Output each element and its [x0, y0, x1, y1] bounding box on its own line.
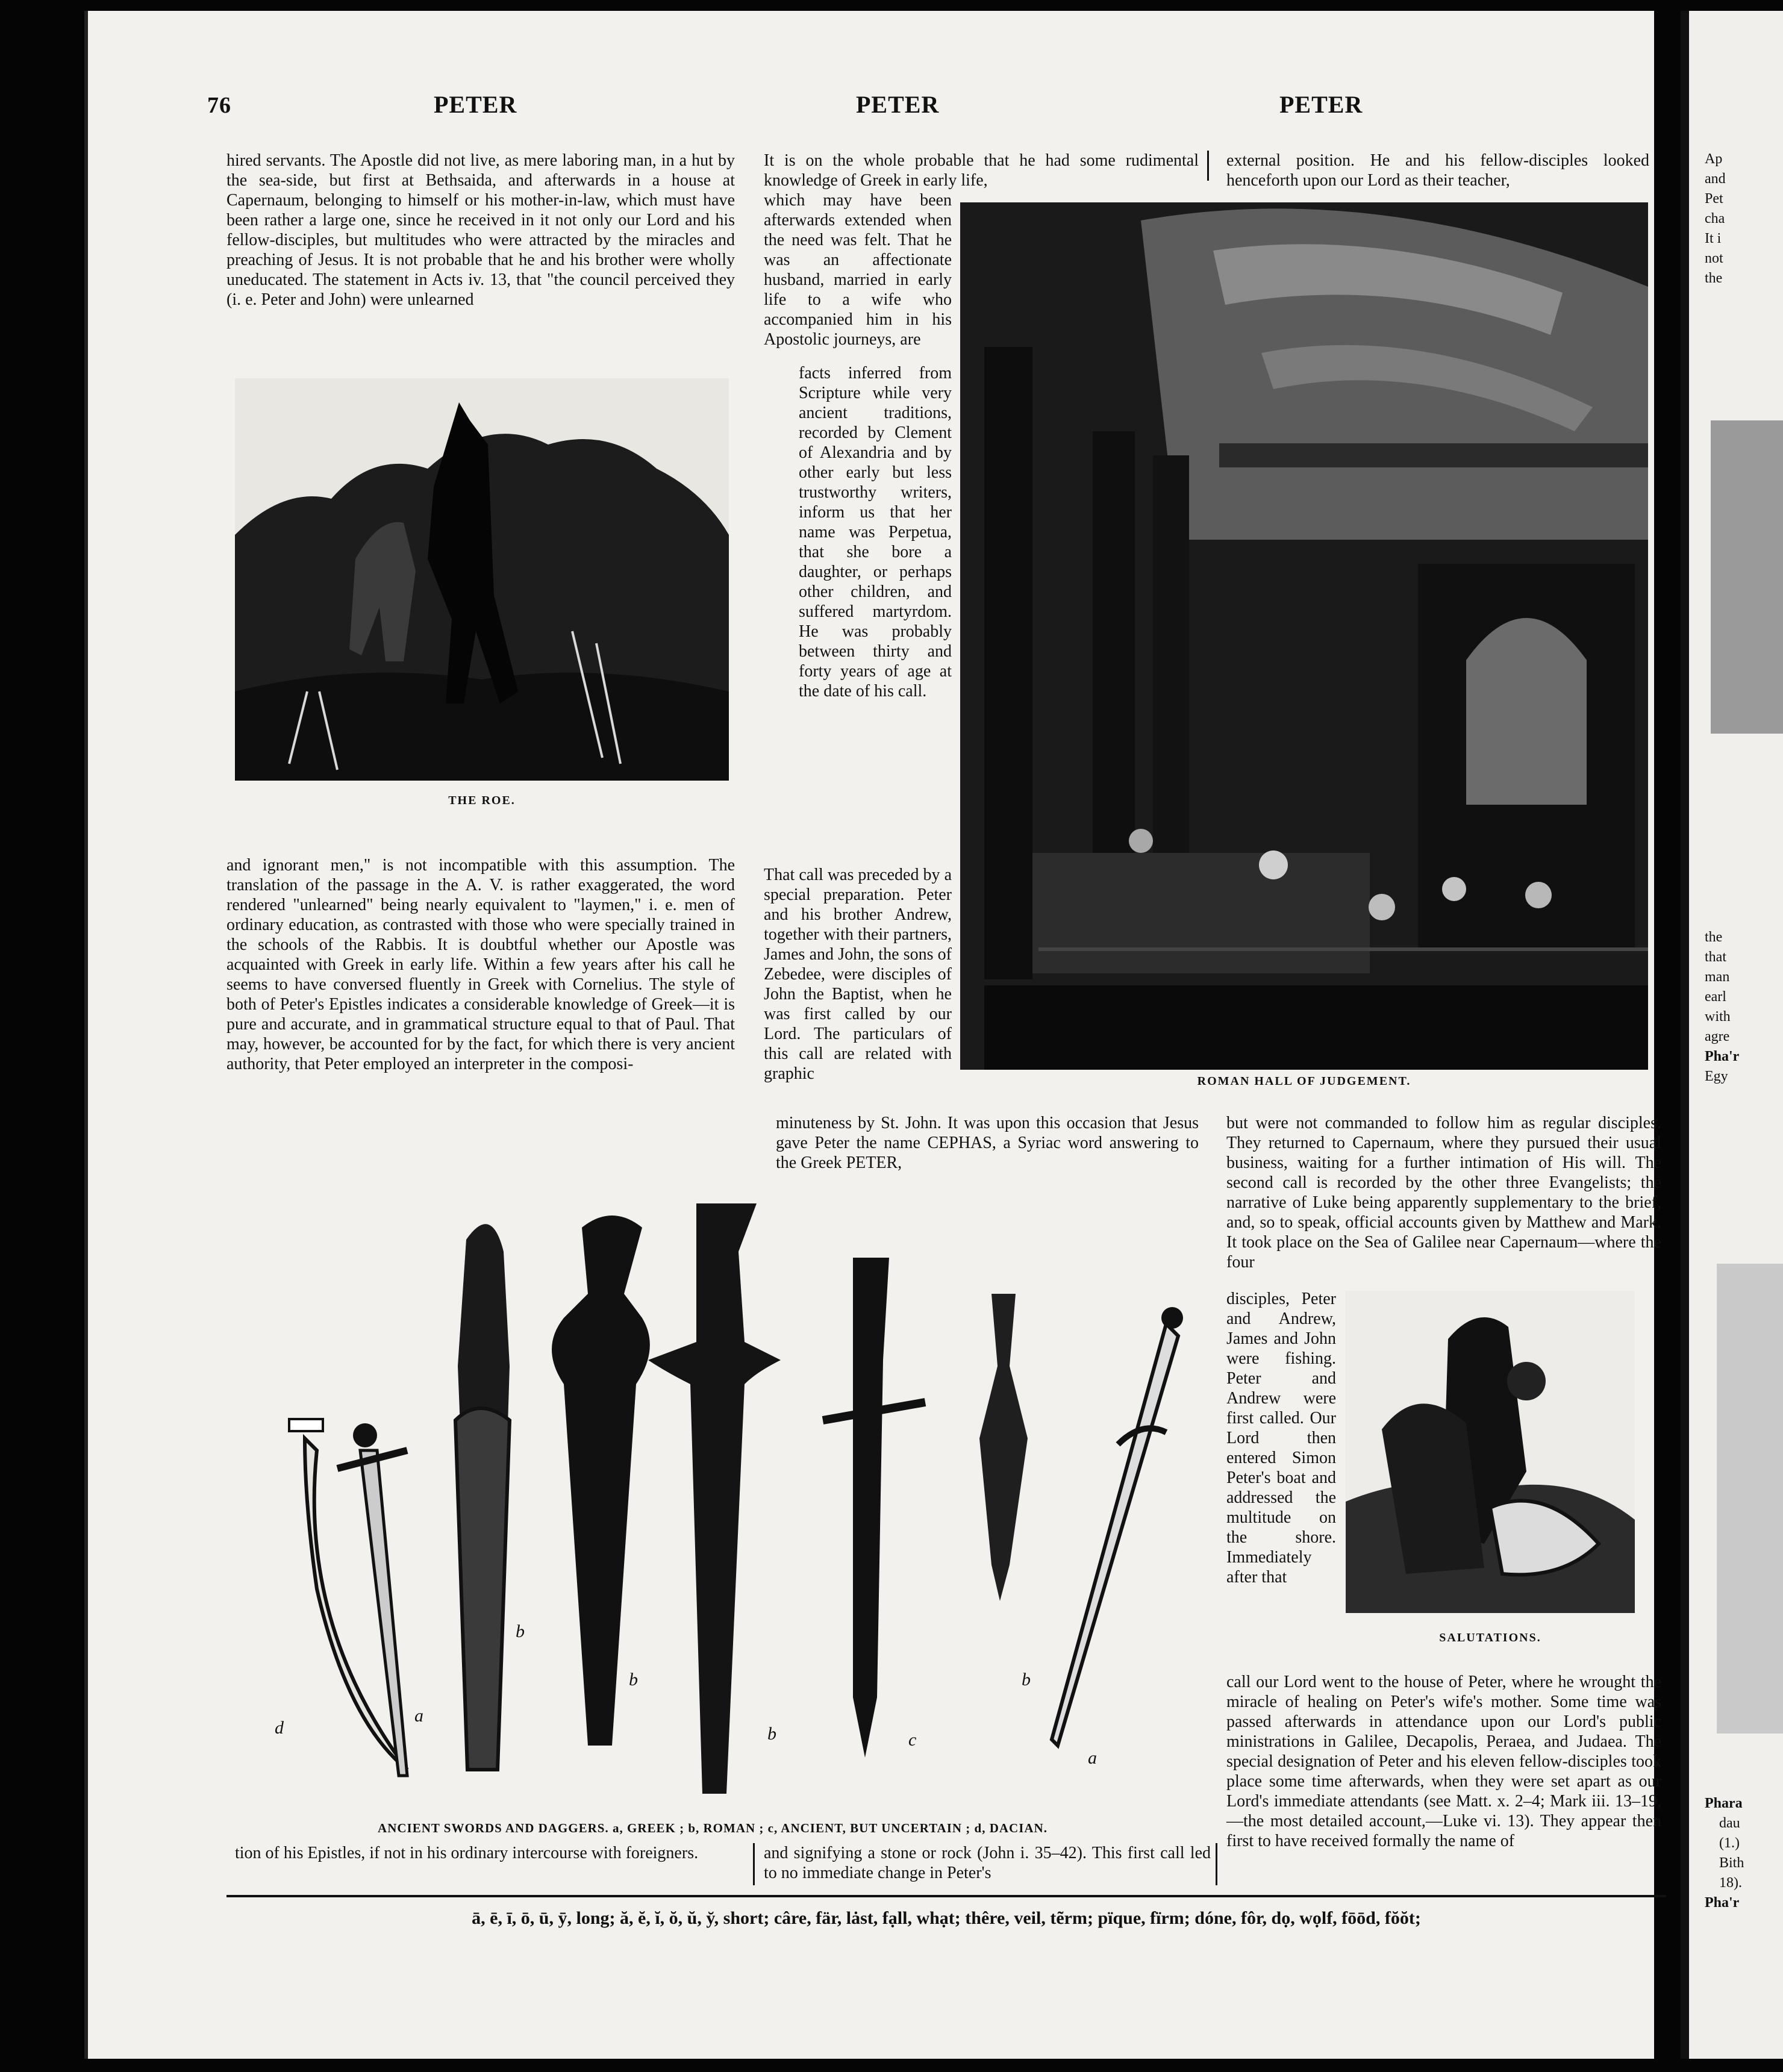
right-line: not [1705, 251, 1723, 266]
col3-narrow-text: disciples, Peter and Andrew, James and John were fishing. Peter and Andrew were first called. Our Lord then entered Simon Peter's boat and addressed the multitude on the shore. Immediately after that [1226, 1290, 1336, 1587]
spine-shadow [1681, 11, 1689, 2059]
right-line: Pha'r [1705, 1049, 1740, 1064]
column-rule-bottom-right [1216, 1843, 1217, 1885]
right-line: Bith [1719, 1855, 1744, 1871]
running-head-center: PETER [856, 91, 940, 118]
right-page-figure [1717, 1264, 1783, 1733]
sword-letter: a [1088, 1748, 1097, 1768]
footer-rule [226, 1895, 1666, 1897]
adjacent-page-edge [1681, 11, 1783, 2059]
column-3-middle [1226, 1113, 1661, 1287]
col2-narrow1-text: which may have been afterwards extended when the need was felt. That he was an affectionate husband, married in early life to a wife who accompanied him in his Apostolic journeys, are [764, 191, 952, 349]
column-3-top [1226, 151, 1649, 190]
running-head-right: PETER [1279, 91, 1363, 118]
col3-top-text: external position. He and his fellow-disciples looked henceforth upon our Lord as their teacher, [1226, 151, 1649, 190]
swords-engraving [226, 1167, 1199, 1808]
column-2-narrow-a [764, 190, 952, 361]
right-line: dau [1719, 1815, 1740, 1831]
right-line: agre [1705, 1029, 1730, 1044]
column-3-narrow [1226, 1289, 1336, 1672]
salutations-caption: SALUTATIONS. [1439, 1631, 1541, 1644]
right-line: that [1705, 949, 1726, 965]
right-page-top-lines [1705, 149, 1726, 289]
pronunciation-key: ā, ē, ī, ō, ū, ȳ, long; ă, ĕ, ĭ, ŏ, ŭ, y̆, short; câre, fär, lȧst, fạll, whạt; thêre, veil, tẽrm; pïque, fïrm; dóne, fôr, dọ, wọlf, fōōd, fŏŏt; [472, 1908, 1421, 1928]
swords-caption: ANCIENT SWORDS AND DAGGERS. a, GREEK ; b, ROMAN ; c, ANCIENT, BUT UNCERTAIN ; d, DACIAN. [378, 1821, 1048, 1835]
col2-narrow2-text: facts inferred from Scripture while very ancient traditions, recorded by Clement of Alexandria and by other early but less trustworthy writers, inform us that her name was Perpetua, that she bore a daughter, or perhaps other children, and suffered martyrdom. He was probably between thirty and forty years of age at the date of his call. [799, 364, 952, 701]
right-line: and [1705, 171, 1726, 187]
col2-tail-text: and signifying a stone or rock (John i. 35–42). This first call led to no immediate change in Peter's [764, 1844, 1211, 1882]
right-line: Pet [1705, 191, 1723, 207]
col1-tail-text: tion of his Epistles, if not in his ordinary intercourse with foreigners. [235, 1844, 699, 1862]
running-head-left: PETER [434, 91, 517, 118]
sword-letter: b [767, 1724, 776, 1744]
right-page-illustration [1711, 420, 1783, 734]
right-line: the [1705, 270, 1723, 286]
right-line: cha [1705, 211, 1725, 226]
column-rule-top [1207, 151, 1209, 181]
sword-letter: a [414, 1706, 423, 1726]
page-number: 76 [207, 93, 231, 118]
roman-hall-engraving [960, 202, 1648, 1070]
col2-top-text: It is on the whole probable that he had some rudimental knowledge of Greek in early life, [764, 151, 1199, 190]
swords-illustration [226, 1167, 1199, 1808]
right-line: earl [1705, 989, 1726, 1005]
column-3-bottom [1226, 1672, 1661, 1896]
salutations-engraving [1346, 1291, 1635, 1613]
column-rule-bottom-left [753, 1843, 755, 1885]
column-2-narrow-b [799, 363, 952, 863]
right-line: Pha'r [1705, 1895, 1740, 1911]
roe-illustration [235, 378, 729, 781]
right-line: man [1705, 969, 1730, 985]
right-page-middle-lines [1705, 928, 1739, 1087]
sword-letter: b [1022, 1670, 1031, 1690]
roman-hall-caption: ROMAN HALL OF JUDGEMENT. [1197, 1075, 1411, 1088]
col1-top-text: hired servants. The Apostle did not live, as mere laboring man, in a hut by the sea-side, but first at Bethsaida, and afterwards in a house at Capernaum, belonging to himself or his mother-in-law, which must have been rather a large one, since he received in it not only our Lord and his fellow-disciples, but multitudes who were attracted by the miracles and preaching of Jesus. It is not probable that he and his brother were wholly uneducated. The statement in Acts iv. 13, that "the council perceived they (i. e. Peter and John) were unlearned [226, 151, 735, 309]
right-line: Ap [1705, 151, 1723, 167]
col1-bottom-text: and ignorant men," is not incompatible with this assumption. The translation of the passage in the A. V. is rather exaggerated, the word rendered "unlearned" being nearly equivalent to "laymen," i. e. men of ordinary education, as contrasted with those who were specially trained in the schools of the Rabbis. It is doubtful whether our Apostle was acquainted with Greek in early life. Within a few years after his call he seems to have conversed fluently in Greek with Cornelius. The style of both of Peter's Epistles indicates a considerable knowledge of Greek—it is pure and accurate, and in grammatical structure equal to that of Paul. That may, however, be accounted for by the fact, for which there is very ancient authority, that Peter employed an interpreter in the composi- [226, 856, 735, 1073]
col3-bottom-text: call our Lord went to the house of Peter, where he wrought the miracle of healing on Peter's wife's mother. Some time was passed afterwards in attendance upon our Lord's public ministrations in Galilee, Decapolis, Peraea, and Judaea. The special designation of Peter and his eleven fellow-disciples took place some time afterwards, when they were set apart as our Lord's immediate attendants (see Matt. x. 2–4; Mark iii. 13–19,—the most detailed account,—Luke vi. 13). They appear then first to have received formally the name of [1226, 1673, 1661, 1850]
sword-letter: c [908, 1730, 917, 1750]
right-line: the [1705, 929, 1723, 945]
right-page-bottom-lines [1705, 1794, 1744, 1913]
column-2-top [764, 151, 1199, 190]
column-2-full [776, 1113, 1199, 1172]
col3-mid-text: but were not commanded to follow him as regular disciples. They returned to Capernaum, where they pursued their usual business, waiting for a further intimation of His will. The second call is recorded by the other three Evangelists; the narrative of Luke being apparently supplementary to the brief, and, so to speak, official accounts given by Matthew and Mark. It took place on the Sea of Galilee near Capernaum—where the four [1226, 1114, 1661, 1272]
column-2-tail [764, 1843, 1211, 1884]
right-line: Phara [1705, 1796, 1743, 1811]
column-1-tail [235, 1843, 741, 1884]
roman-hall-illustration [960, 202, 1648, 1070]
sword-letter: b [629, 1670, 638, 1690]
col2-full-text: minuteness by St. John. It was upon this occasion that Jesus gave Peter the name CEPHAS, a Syriac word answering to the Greek PETER, [776, 1114, 1199, 1172]
sword-letter: b [516, 1621, 525, 1641]
col2-narrow3-text: That call was preceded by a special preparation. Peter and his brother Andrew, together with their partners, James and John, the sons of Zebedee, were disciples of John the Baptist, when he was first called by our Lord. The particulars of this call are related with graphic [764, 866, 952, 1083]
right-line: (1.) [1719, 1835, 1740, 1851]
roe-caption: THE ROE. [448, 794, 516, 807]
column-2-narrow-c [764, 865, 952, 1111]
column-1-middle [226, 855, 735, 1154]
right-line: It i [1705, 231, 1722, 246]
right-line: Egy [1705, 1069, 1728, 1084]
salutations-illustration [1346, 1291, 1635, 1613]
book-page [84, 11, 1661, 2059]
column-1-top [226, 151, 735, 366]
right-line: 18). [1719, 1875, 1742, 1891]
roe-engraving [235, 378, 729, 781]
sword-letter: d [275, 1718, 284, 1738]
right-line: with [1705, 1009, 1731, 1025]
